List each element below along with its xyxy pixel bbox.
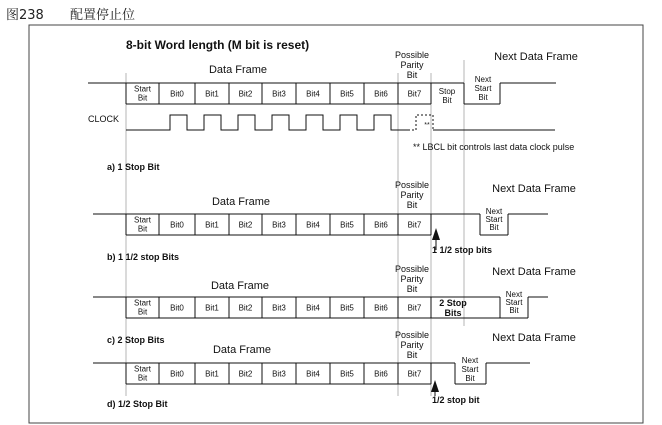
data-bit-label: Bit0 (170, 369, 184, 379)
data-bit-label: Bit1 (205, 303, 219, 313)
data-bit-label: Bit3 (272, 220, 286, 230)
two-stop-bits-label: 2 Stop (439, 298, 467, 308)
data-frame-label: Data Frame (208, 64, 268, 76)
start-bit-label: Start (134, 215, 151, 225)
possible-parity-bit-label: Parity (400, 274, 424, 284)
possible-parity-bit-label: Parity (400, 60, 424, 70)
data-bit-label: Bit1 (205, 220, 219, 230)
possible-parity-bit-label: Possible (394, 50, 430, 60)
possible-parity-bit-label: Possible (394, 180, 430, 190)
data-bit-label: Bit2 (238, 220, 253, 230)
data-bit-label: Bit6 (374, 303, 388, 313)
data-frame-label: Data Frame (212, 344, 272, 356)
next-start-bit-label: Bit (465, 374, 475, 383)
start-bit-label: Start (134, 364, 151, 374)
next-start-bit-label: Start (474, 84, 492, 93)
lbcl-note: ** LBCL bit controls last data clock pulse (413, 142, 575, 152)
figure-title: 配置停止位 (69, 8, 135, 23)
next-start-bit-label: Next (461, 356, 479, 365)
stop-bits-annotation: 1 1/2 stop bits (432, 245, 493, 255)
next-start-bit-label: Bit (489, 223, 499, 232)
data-bit-label: Bit3 (272, 303, 286, 313)
clock-label: CLOCK (88, 114, 120, 124)
possible-parity-bit-label: Parity (400, 340, 424, 350)
next-start-bit-label: Next (505, 290, 523, 299)
data-bit-label: Bit7 (407, 303, 422, 313)
next-data-frame-label: Next Data Frame (492, 332, 576, 344)
section-a-label: a) 1 Stop Bit (107, 162, 160, 172)
data-bit-label: Bit7 (407, 89, 422, 99)
next-start-bit-label: Start (461, 365, 479, 374)
data-bit-label: Bit0 (170, 220, 184, 230)
data-bit-label: Bit6 (374, 220, 388, 230)
data-bit-label: Bit4 (306, 369, 320, 379)
possible-parity-bit-label: Bit (406, 284, 418, 294)
possible-parity-bit-label: Bit (406, 350, 418, 360)
next-start-bit-label: Bit (509, 306, 519, 315)
stop-bit-label: Bit (442, 96, 452, 105)
two-stop-bits-label: Bits (444, 308, 462, 318)
data-bit-label: Bit4 (306, 89, 320, 99)
data-bit-label: Bit1 (205, 369, 219, 379)
next-data-frame-label: Next Data Frame (494, 51, 578, 63)
figure-number: 图238 (6, 8, 44, 23)
start-bit-label: Bit (137, 224, 148, 234)
section-c-label: c) 2 Stop Bits (107, 335, 165, 345)
start-bit-label: Start (134, 84, 151, 94)
start-bit-label: Bit (137, 93, 148, 103)
data-bit-label: Bit5 (340, 220, 354, 230)
half-stop-annotation: 1/2 stop bit (432, 395, 480, 405)
start-bit-label: Start (134, 298, 151, 308)
data-bit-label: Bit7 (407, 369, 422, 379)
data-frame-label: Data Frame (210, 280, 270, 292)
data-bit-label: Bit4 (306, 303, 320, 313)
start-bit-label: Bit (137, 307, 148, 317)
data-bit-label: Bit7 (407, 220, 422, 230)
data-frame-label: Data Frame (211, 196, 271, 208)
next-start-bit-label: Start (485, 215, 503, 224)
stop-bit-label: Stop (438, 87, 456, 96)
possible-parity-bit-label: Possible (394, 330, 430, 340)
half-stop-arrow (431, 380, 439, 392)
section-d-label: d) 1/2 Stop Bit (107, 399, 168, 409)
next-start-bit-label: Bit (478, 93, 488, 102)
data-bit-label: Bit2 (238, 89, 253, 99)
lbcl-marker: ** (424, 122, 430, 129)
possible-parity-bit-label: Bit (406, 70, 418, 80)
possible-parity-bit-label: Bit (406, 200, 418, 210)
data-bit-label: Bit4 (306, 220, 320, 230)
next-start-bit-label: Start (505, 298, 523, 307)
next-start-bit-label: Next (474, 75, 492, 84)
next-data-frame-label: Next Data Frame (492, 266, 576, 278)
data-bit-label: Bit3 (272, 369, 286, 379)
clock-waveform (126, 115, 408, 130)
next-start-bit-label: Next (485, 207, 503, 216)
data-bit-label: Bit0 (170, 89, 184, 99)
data-bit-label: Bit2 (238, 369, 253, 379)
possible-parity-bit-label: Possible (394, 264, 430, 274)
data-bit-label: Bit6 (374, 89, 388, 99)
stop-bits-arrow (432, 228, 440, 240)
possible-parity-bit-label: Parity (400, 190, 424, 200)
data-bit-label: Bit6 (374, 369, 388, 379)
data-bit-label: Bit1 (205, 89, 219, 99)
data-bit-label: Bit2 (238, 303, 253, 313)
data-bit-label: Bit5 (340, 303, 354, 313)
data-bit-label: Bit3 (272, 89, 286, 99)
diagram-title: 8-bit Word length (M bit is reset) (126, 38, 310, 52)
data-bit-label: Bit0 (170, 303, 184, 313)
next-data-frame-label: Next Data Frame (492, 183, 576, 195)
start-bit-label: Bit (137, 373, 148, 383)
section-b-label: b) 1 1/2 stop Bits (107, 252, 180, 262)
data-bit-label: Bit5 (340, 89, 354, 99)
data-bit-label: Bit5 (340, 369, 354, 379)
